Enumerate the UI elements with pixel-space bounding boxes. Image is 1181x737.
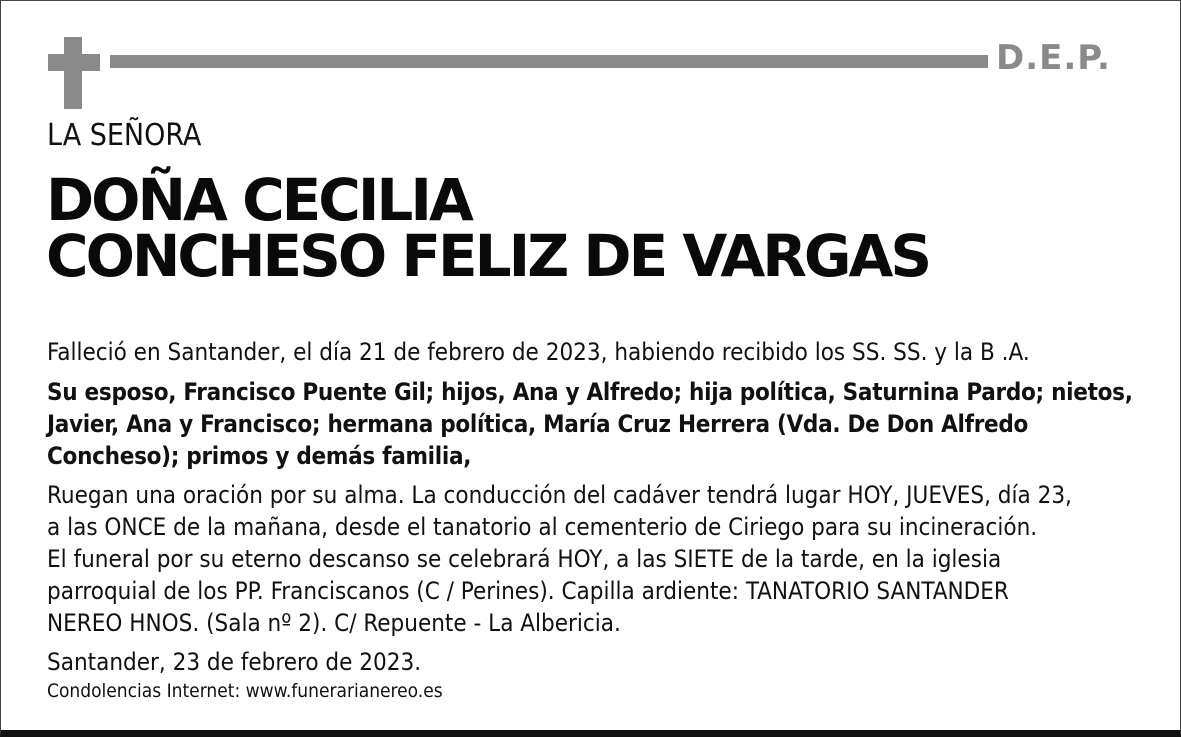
ceremony-line-3: El funeral por su eterno descanso se celebrará HOY, a las SIETE de la tarde, en la iglesia <box>47 545 1002 573</box>
condolences-line: Condolencias Internet: www.funerarianereo.es <box>47 680 443 702</box>
ceremony-line-5: NEREO HNOS. (Sala nº 2). C/ Repuente - La Albericia. <box>47 609 621 637</box>
family-line-2: Javier, Ana y Francisco; hermana política, María Cruz Herrera (Vda. De Don Alfredo <box>47 410 1029 438</box>
deceased-name-line-1: DOÑA CECILIA <box>46 166 471 234</box>
place-date: Santander, 23 de febrero de 2023. <box>47 648 422 676</box>
cross-icon <box>48 37 100 109</box>
ceremony-line-2: a las ONCE de la mañana, desde el tanatorio al cementerio de Ciriego para su incineración. <box>47 513 1038 541</box>
dep-label: D.E.P. <box>996 38 1111 78</box>
header-rule <box>110 55 988 68</box>
death-notice: Falleció en Santander, el día 21 de febrero de 2023, habiendo recibido los SS. SS. y la B .A. <box>47 338 1030 366</box>
family-line-3: Concheso); primos y demás familia, <box>47 442 472 470</box>
ceremony-line-4: parroquial de los PP. Franciscanos (C / Perines). Capilla ardiente: TANATORIO SANTANDER <box>47 577 1009 605</box>
family-line-1: Su esposo, Francisco Puente Gil; hijos, Ana y Alfredo; hija política, Saturnina Pardo; nietos, <box>47 378 1133 406</box>
deceased-name-line-2: CONCHESO FELIZ DE VARGAS <box>46 222 930 290</box>
ceremony-line-1: Ruegan una oración por su alma. La conducción del cadáver tendrá lugar HOY, JUEVES, día 23, <box>47 481 1072 509</box>
honorific: LA SEÑORA <box>47 118 202 153</box>
